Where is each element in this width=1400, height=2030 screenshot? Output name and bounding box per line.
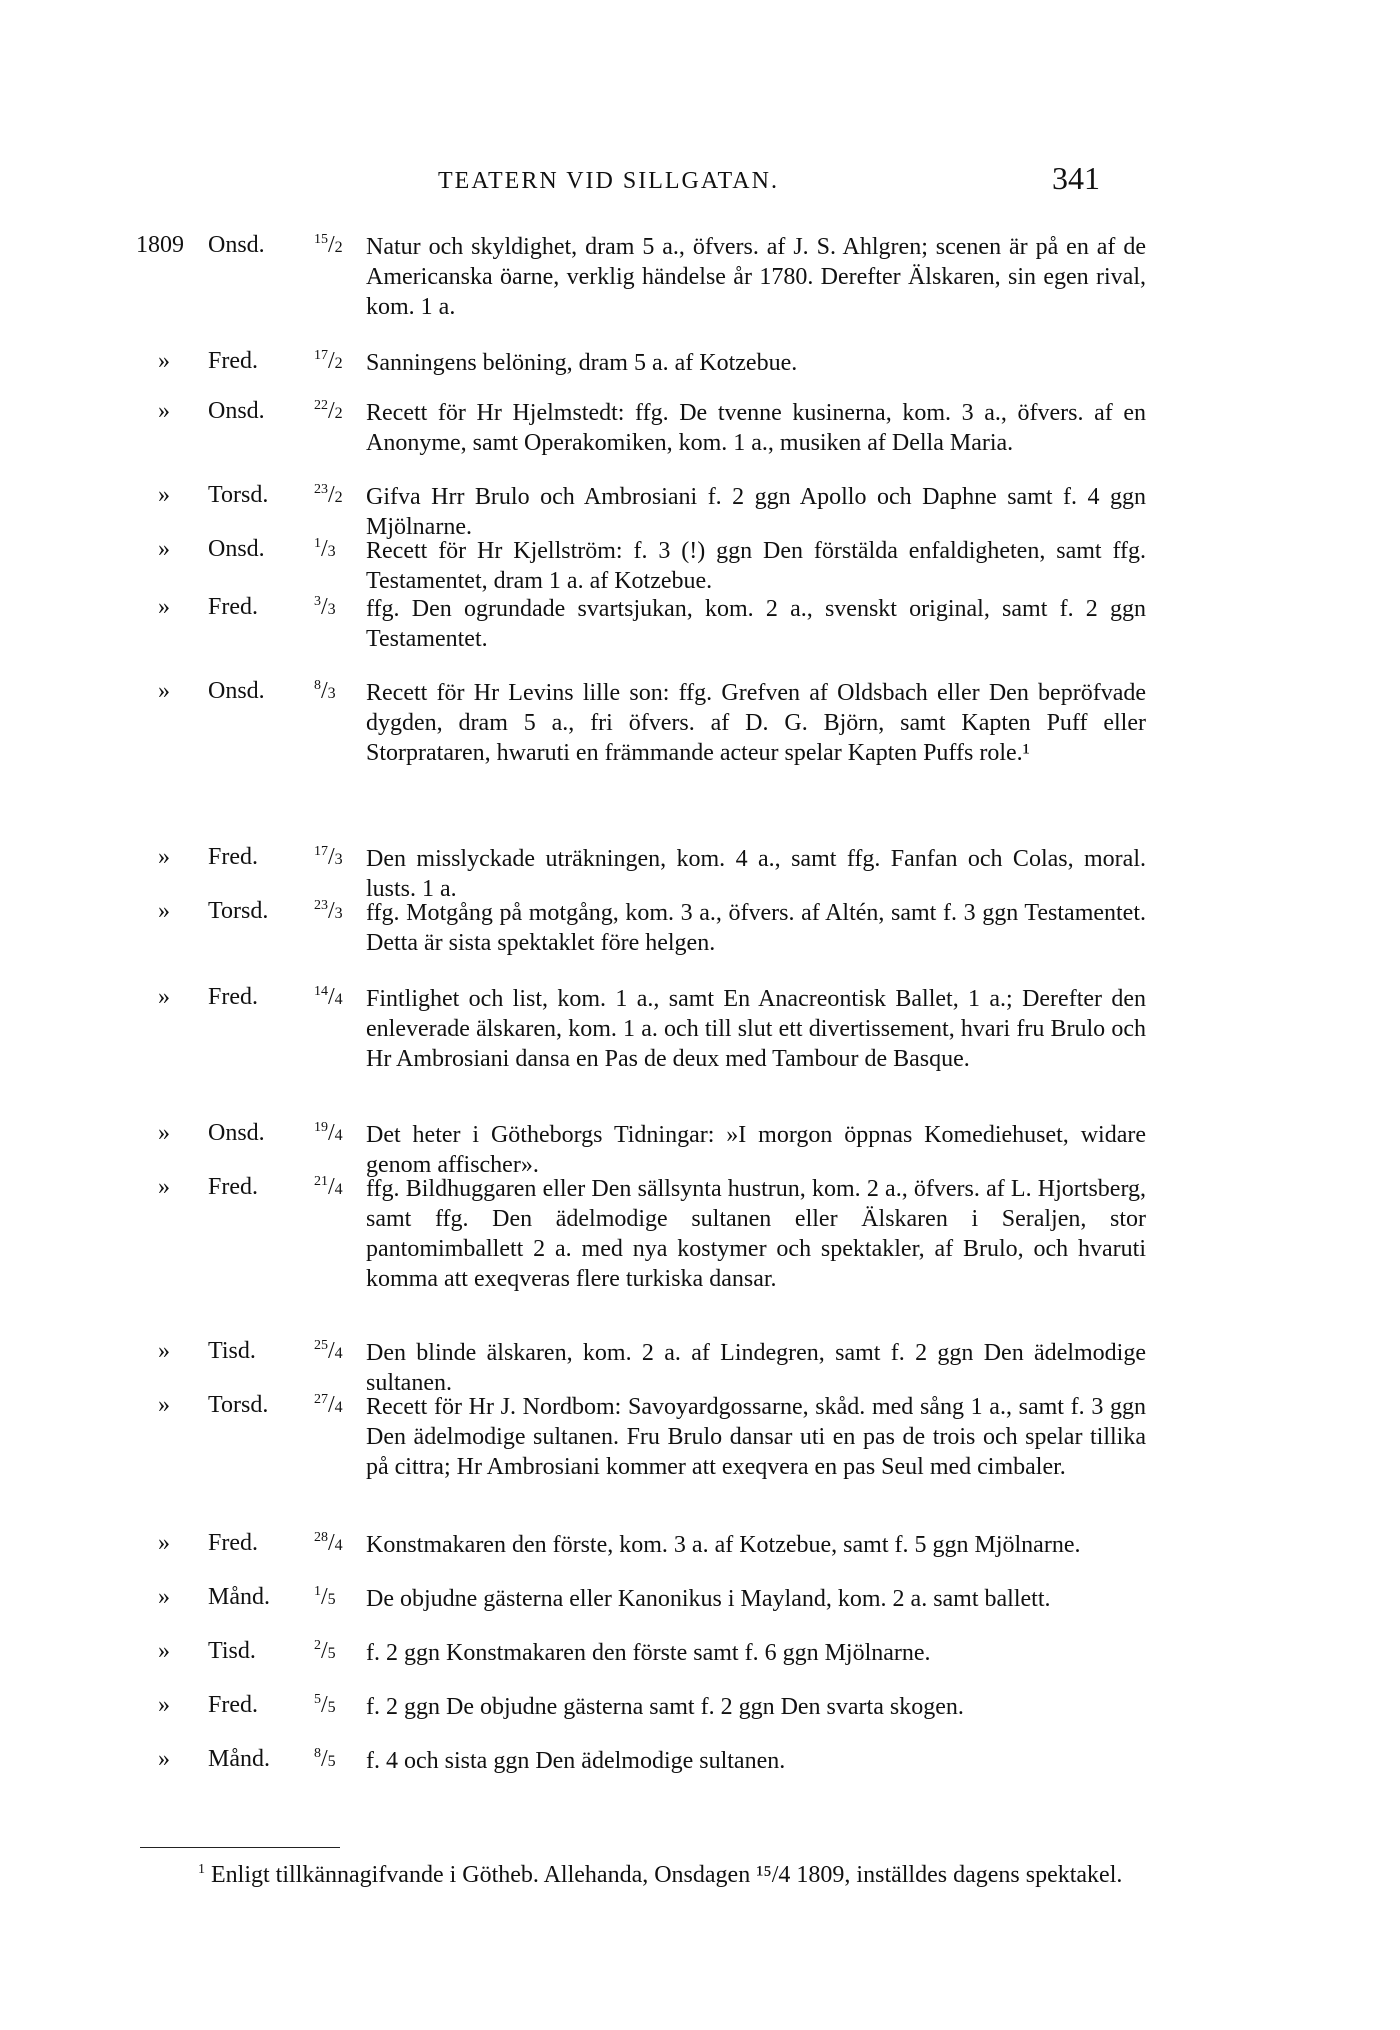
entry-date-slash: /	[328, 898, 335, 924]
entry-weekday: Månd.	[208, 1584, 270, 1610]
entry-description: Fintlighet och list, kom. 1 a., samt En Anacreontisk Ballet, 1 a.; Derefter den enleverade älskaren, kom. 1 a. och till slut ett divertissement, hvari fru Brulo och Hr Ambrosiani dansa en Pas de deux med Tambour de Basque.	[366, 986, 1146, 1072]
entry-weekday: Fred.	[208, 1530, 258, 1556]
entry-date	[314, 1392, 362, 1419]
entry-ditto-mark: »	[158, 1530, 170, 1556]
entry-ditto-mark: »	[158, 1692, 170, 1718]
entry-date-day: 23	[314, 482, 328, 497]
entry-date-day: 14	[314, 984, 328, 999]
entry-date	[314, 1584, 362, 1611]
entry-ditto-mark: »	[158, 678, 170, 704]
entry-date-month: 4	[334, 1127, 343, 1144]
page-number: 341	[1052, 160, 1100, 196]
entry-description: Det heter i Götheborgs Tidningar: »I morgon öppnas Komediehuset, widare genom affischer».	[366, 1122, 1146, 1178]
entry-date-slash: /	[328, 482, 335, 508]
performance-entry	[136, 1638, 1146, 1700]
entry-description: Gifva Hrr Brulo och Ambrosiani f. 2 ggn Apollo och Daphne samt f. 4 ggn Mjölnarne.	[366, 484, 1146, 540]
entry-ditto-mark: »	[158, 348, 170, 374]
entry-date-month: 3	[327, 685, 336, 702]
entry-ditto-mark: »	[158, 1638, 170, 1664]
entry-ditto-mark: »	[158, 1120, 170, 1146]
performance-entry	[136, 1338, 1146, 1400]
performance-entry	[136, 482, 1146, 544]
entry-date-slash: /	[328, 1530, 335, 1556]
entry-ditto-mark: »	[158, 398, 170, 424]
entry-ditto-mark: »	[158, 1584, 170, 1610]
entry-ditto-mark: »	[158, 594, 170, 620]
entry-weekday: Onsd.	[208, 232, 265, 258]
entry-weekday: Fred.	[208, 844, 258, 870]
performance-entry	[136, 984, 1146, 1074]
entry-date-day: 25	[314, 1338, 328, 1353]
performance-entry	[136, 536, 1146, 598]
entry-ditto-mark: »	[158, 984, 170, 1010]
entry-date-month: 4	[334, 1537, 343, 1554]
footnote-marker: 1	[198, 1862, 205, 1877]
footnote-rule	[140, 1847, 340, 1848]
entry-description: Recett för Hr J. Nordbom: Savoyardgossarne, skåd. med sång 1 a., samt f. 3 ggn Den ädelmodige sultanen. Fru Brulo dansar uti en pas de trois och spelar tillika på cittra; Hr Ambrosiani kommer att exeqvera en pas Seul med cimbaler.	[366, 1394, 1146, 1480]
performance-entry	[136, 1692, 1146, 1754]
entry-description: f. 4 och sista ggn Den ädelmodige sultanen.	[366, 1748, 786, 1774]
entry-date-slash: /	[328, 984, 335, 1010]
entry-date-day: 21	[314, 1174, 328, 1189]
entry-date	[314, 536, 362, 563]
entry-ditto-mark: »	[158, 1174, 170, 1200]
entry-description: Sanningens belöning, dram 5 a. af Kotzebue.	[366, 350, 798, 376]
entry-date	[314, 984, 362, 1011]
entry-description: Recett för Hr Levins lille son: ffg. Grefven af Oldsbach eller Den bepröfvade dygden, dram 5 a., fri öfvers. af D. G. Björn, samt Kapten Puff eller Storprataren, hwaruti en främmande acteur spelar Kapten Puffs role.¹	[366, 680, 1146, 766]
entry-description: ffg. Den ogrundade svartsjukan, kom. 2 a., svenskt original, samt f. 2 ggn Testamentet.	[366, 596, 1146, 652]
entry-description: f. 2 ggn Konstmakaren den förste samt f. 6 ggn Mjölnarne.	[366, 1640, 931, 1666]
entry-date-month: 3	[334, 905, 343, 922]
entry-date-slash: /	[328, 398, 335, 424]
entry-description: ffg. Motgång på motgång, kom. 3 a., öfvers. af Altén, samt f. 3 ggn Testamentet. Detta är sista spektaklet före helgen.	[366, 900, 1146, 956]
performance-entry	[136, 678, 1146, 768]
entry-date-day: 19	[314, 1120, 328, 1135]
entry-date-slash: /	[328, 1392, 335, 1418]
entry-ditto-mark: »	[158, 1392, 170, 1418]
entry-date-month: 4	[334, 991, 343, 1008]
entry-date-day: 1	[314, 536, 321, 551]
entry-date	[314, 1692, 362, 1719]
entry-description: Recett för Hr Hjelmstedt: ffg. De tvenne kusinerna, kom. 3 a., öfvers. af en Anonyme, samt Operakomiken, kom. 1 a., musiken af Della Maria.	[366, 400, 1146, 456]
entry-weekday: Fred.	[208, 1692, 258, 1718]
entry-date-slash: /	[328, 348, 335, 374]
entry-date-month: 4	[334, 1181, 343, 1198]
entry-date-month: 3	[334, 851, 343, 868]
entry-ditto-mark: »	[158, 482, 170, 508]
entry-date	[314, 1746, 362, 1773]
footnote-text: Enligt tillkännagifvande i Götheb. Allehanda, Onsdagen ¹⁵/4 1809, inställdes dagens spektakel.	[211, 1862, 1123, 1888]
entry-date-month: 3	[327, 543, 336, 560]
entry-date	[314, 482, 362, 509]
footnote	[140, 1855, 1150, 1890]
performance-entry	[136, 1746, 1146, 1808]
entry-weekday: Fred.	[208, 594, 258, 620]
running-header: TEATERN VID SILLGATAN.	[438, 168, 779, 194]
entry-year: 1809	[136, 232, 184, 258]
entry-date-day: 28	[314, 1530, 328, 1545]
performance-entry	[136, 1120, 1146, 1182]
entry-date-day: 2	[314, 1638, 321, 1653]
entry-date-slash: /	[321, 1638, 328, 1664]
entry-date	[314, 1120, 362, 1147]
entry-date-day: 8	[314, 1746, 321, 1761]
performance-entry	[136, 898, 1146, 960]
entry-date	[314, 232, 362, 259]
entry-weekday: Tisd.	[208, 1638, 256, 1664]
entry-date-slash: /	[321, 1692, 328, 1718]
entry-date-month: 2	[334, 405, 343, 422]
entry-date	[314, 594, 362, 621]
performance-entry	[136, 232, 1146, 322]
entry-description: Recett för Hr Kjellström: f. 3 (!) ggn Den förstälda enfaldigheten, samt ffg. Testamentet, dram 1 a. af Kotzebue.	[366, 538, 1146, 594]
entry-weekday: Torsd.	[208, 482, 269, 508]
entry-date	[314, 898, 362, 925]
performance-entry	[136, 594, 1146, 656]
entry-ditto-mark: »	[158, 1746, 170, 1772]
entry-weekday: Torsd.	[208, 898, 269, 924]
entry-date-slash: /	[321, 678, 328, 704]
entry-weekday: Fred.	[208, 1174, 258, 1200]
entry-weekday: Onsd.	[208, 1120, 265, 1146]
entry-date-month: 5	[327, 1645, 336, 1662]
entry-weekday: Onsd.	[208, 398, 265, 424]
performance-entry	[136, 1584, 1146, 1646]
entry-description: Natur och skyldighet, dram 5 a., öfvers. af J. S. Ahlgren; scenen är på en af de Americanska öarne, verklig händelse år 1780. Derefter Älskaren, sin egen rival, kom. 1 a.	[366, 234, 1146, 320]
entry-weekday: Fred.	[208, 348, 258, 374]
entry-weekday: Tisd.	[208, 1338, 256, 1364]
performance-entry	[136, 398, 1146, 460]
entry-description: De objudne gästerna eller Kanonikus i Mayland, kom. 2 a. samt ballett.	[366, 1586, 1051, 1612]
entry-date-month: 4	[334, 1345, 343, 1362]
entry-date-month: 5	[327, 1699, 336, 1716]
entry-date-day: 17	[314, 348, 328, 363]
entry-ditto-mark: »	[158, 1338, 170, 1364]
entry-date	[314, 1530, 362, 1557]
performance-entry	[136, 1174, 1146, 1294]
entry-date-slash: /	[328, 232, 335, 258]
entry-date	[314, 844, 362, 871]
entry-date-day: 1	[314, 1584, 321, 1599]
entry-date-slash: /	[321, 594, 328, 620]
entry-date-day: 5	[314, 1692, 321, 1707]
entry-date-month: 4	[334, 1399, 343, 1416]
entry-date-day: 3	[314, 594, 321, 609]
entry-date	[314, 1638, 362, 1665]
entry-date-month: 5	[327, 1591, 336, 1608]
performance-entry	[136, 844, 1146, 906]
entry-date-slash: /	[328, 1120, 335, 1146]
entry-weekday: Onsd.	[208, 678, 265, 704]
entry-date-day: 22	[314, 398, 328, 413]
entry-date-month: 5	[327, 1753, 336, 1770]
entry-date-slash: /	[328, 1174, 335, 1200]
entry-date-slash: /	[328, 1338, 335, 1364]
entry-date-day: 27	[314, 1392, 328, 1407]
entry-date-month: 2	[334, 355, 343, 372]
entry-date-slash: /	[321, 1746, 328, 1772]
entry-description: Den misslyckade uträkningen, kom. 4 a., samt ffg. Fanfan och Colas, moral. lusts. 1 a.	[366, 846, 1146, 902]
performance-entry	[136, 1392, 1146, 1482]
entry-weekday: Fred.	[208, 984, 258, 1010]
performance-entry	[136, 1530, 1146, 1592]
entry-date	[314, 1338, 362, 1365]
entry-weekday: Onsd.	[208, 536, 265, 562]
entry-date	[314, 398, 362, 425]
entry-ditto-mark: »	[158, 844, 170, 870]
entry-date	[314, 1174, 362, 1201]
entry-date-slash: /	[321, 536, 328, 562]
entry-date-day: 15	[314, 232, 328, 247]
entry-date-month: 2	[334, 239, 343, 256]
entry-weekday: Månd.	[208, 1746, 270, 1772]
entry-description: f. 2 ggn De objudne gästerna samt f. 2 ggn Den svarta skogen.	[366, 1694, 964, 1720]
entry-date-slash: /	[328, 844, 335, 870]
entry-date-day: 23	[314, 898, 328, 913]
entry-date-month: 2	[334, 489, 343, 506]
entry-date-day: 17	[314, 844, 328, 859]
entry-date-month: 3	[327, 601, 336, 618]
entry-date	[314, 348, 362, 375]
entry-ditto-mark: »	[158, 898, 170, 924]
entry-description: ffg. Bildhuggaren eller Den sällsynta hustrun, kom. 2 a., öfvers. af L. Hjortsberg, samt ffg. Den ädelmodige sultanen eller Älskaren i Seraljen, stor pantomimballett 2 a. med nya kostymer och spektakler, af Brulo, och hvaruti komma att exeqveras flere turkiska dansar.	[366, 1176, 1146, 1292]
entry-date-slash: /	[321, 1584, 328, 1610]
entry-weekday: Torsd.	[208, 1392, 269, 1418]
entry-description: Den blinde älskaren, kom. 2 a. af Lindegren, samt f. 2 ggn Den ädelmodige sultanen.	[366, 1340, 1146, 1396]
entry-description: Konstmakaren den förste, kom. 3 a. af Kotzebue, samt f. 5 ggn Mjölnarne.	[366, 1532, 1081, 1558]
entry-date-day: 8	[314, 678, 321, 693]
entry-date	[314, 678, 362, 705]
entry-ditto-mark: »	[158, 536, 170, 562]
